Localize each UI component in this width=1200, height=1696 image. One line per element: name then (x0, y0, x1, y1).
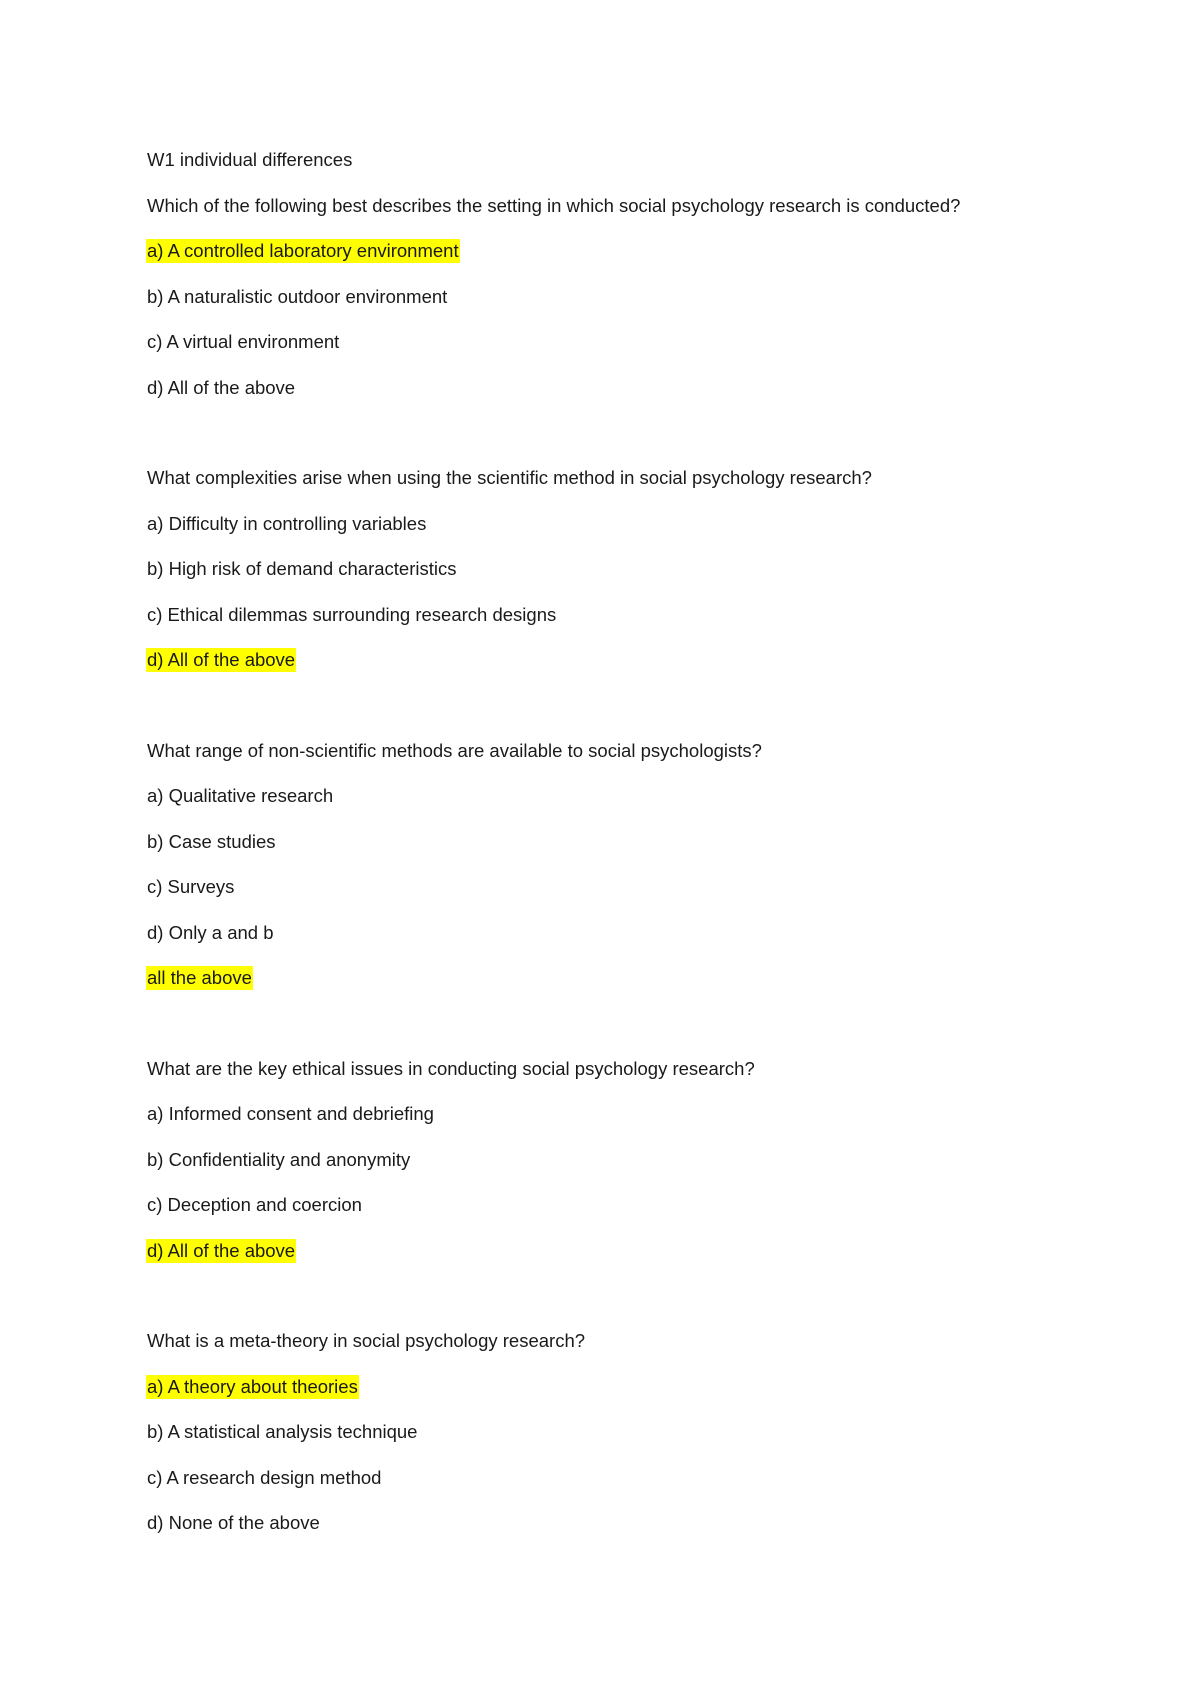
question-block (146, 194, 1106, 400)
question-block (146, 466, 1106, 672)
answer-option: c) Surveys (147, 876, 235, 897)
answer-option: a) Informed consent and debriefing (147, 1103, 434, 1124)
answer-option: d) None of the above (147, 1512, 320, 1533)
question-block (146, 1057, 1106, 1263)
answer-option-highlighted: all the above (147, 967, 252, 988)
answer-option-highlighted: d) All of the above (147, 649, 296, 670)
answer-option: a) Difficulty in controlling variables (147, 512, 427, 534)
question-prompt: What is a meta-theory in social psychology research? (147, 1330, 586, 1351)
blank-line (146, 1012, 1106, 1057)
blank-line (146, 694, 1106, 739)
answer-option: b) Confidentiality and anonymity (147, 1148, 411, 1170)
document-body (146, 148, 1106, 1557)
question-list (146, 194, 1106, 1536)
answer-option-highlighted: d) All of the above (147, 1239, 296, 1261)
question-block (146, 739, 1106, 991)
answer-option: b) Case studies (147, 830, 276, 852)
question-prompt: What complexities arise when using the scientific method in social psychology research? (147, 467, 872, 488)
answer-option: c) A virtual environment (147, 331, 340, 352)
answer-option: b) A naturalistic outdoor environment (147, 285, 448, 307)
answer-option: b) A statistical analysis technique (147, 1421, 418, 1442)
answer-option: c) Deception and coercion (147, 1194, 362, 1215)
blank-line (146, 421, 1106, 466)
answer-option-highlighted: a) A theory about theories (147, 1375, 358, 1397)
blank-line (146, 1284, 1106, 1329)
answer-option: b) High risk of demand characteristics (147, 558, 457, 579)
question-prompt: What range of non-scientific methods are available to social psychologists? (147, 739, 762, 761)
question-block (146, 1329, 1106, 1535)
answer-option: c) A research design method (147, 1466, 382, 1488)
answer-option: d) Only a and b (147, 921, 274, 943)
answer-option-highlighted: a) A controlled laboratory environment (147, 240, 459, 261)
question-prompt: What are the key ethical issues in conducting social psychology research? (147, 1057, 755, 1079)
answer-option: a) Qualitative research (147, 785, 334, 806)
document-heading: W1 individual differences (147, 149, 353, 170)
answer-option: c) Ethical dilemmas surrounding research designs (147, 603, 557, 625)
answer-option: d) All of the above (147, 376, 296, 398)
question-prompt: Which of the following best describes the setting in which social psychology research is conducted? (147, 194, 961, 216)
